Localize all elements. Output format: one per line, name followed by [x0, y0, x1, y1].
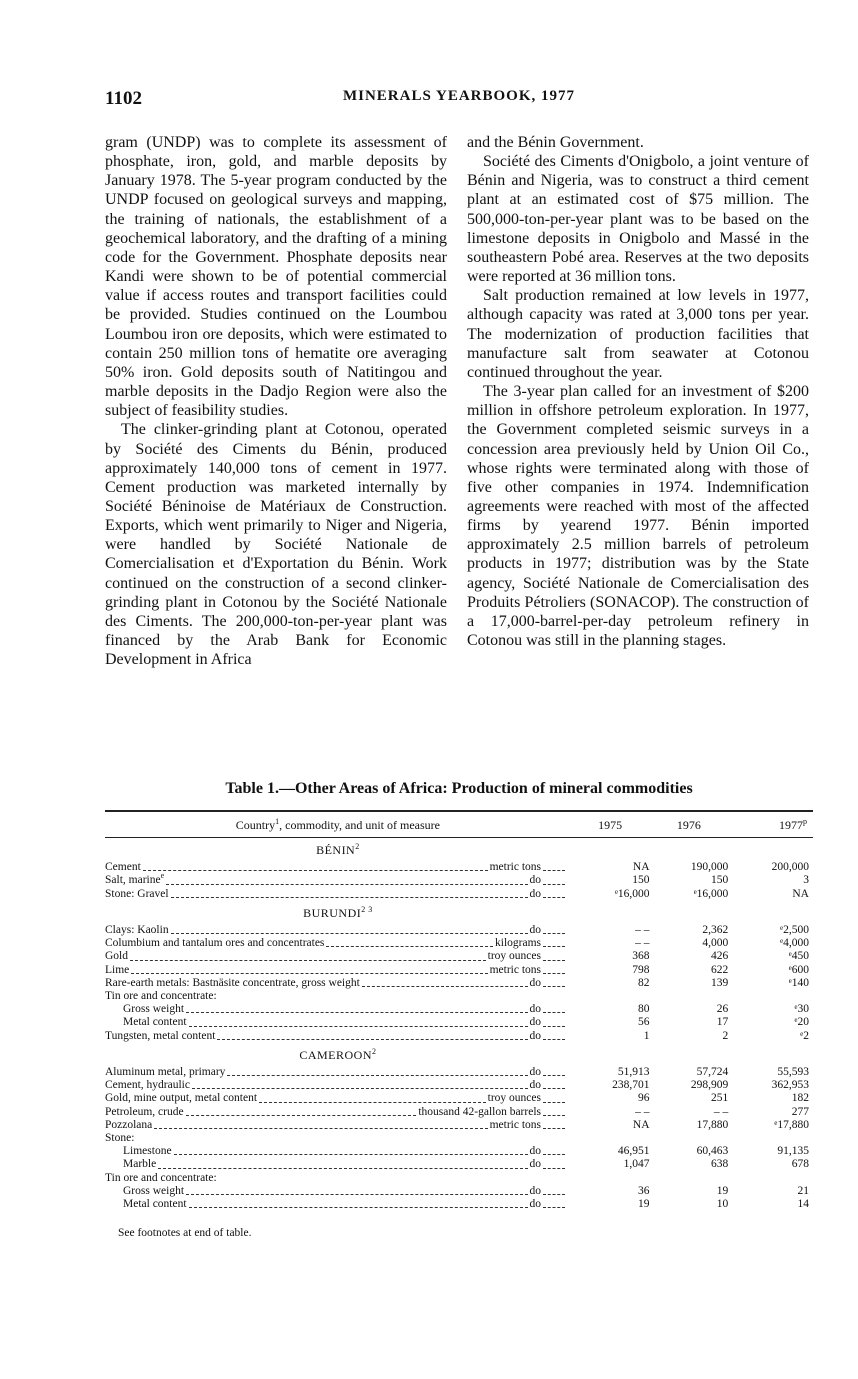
table-row: [105, 1030, 813, 1043]
value-cell: 2,362: [702, 924, 729, 937]
value-cell: [571, 990, 650, 1003]
commodity-cell: [105, 1185, 571, 1198]
value-cell: 51,913: [617, 1066, 650, 1079]
unit-label: do: [529, 1029, 541, 1042]
value-cell: 678: [791, 1158, 809, 1171]
commodity-label: Tin ore and concentrate:: [105, 990, 217, 1003]
unit-label: do: [529, 1198, 541, 1211]
value-cell: 298,909: [690, 1079, 729, 1092]
country-section-row: [105, 838, 813, 862]
commodity-cell: [105, 1092, 571, 1105]
commodity-cell: [105, 1003, 571, 1016]
value-cell: 3: [803, 874, 809, 887]
value-cell: [728, 1172, 813, 1185]
value-cell: 36: [638, 1184, 650, 1197]
table-row: [105, 888, 813, 901]
left-column: [105, 133, 447, 669]
table-row: [105, 1185, 813, 1198]
value-cell: 1: [643, 1029, 650, 1042]
commodity-label: Marble: [123, 1158, 157, 1171]
value-cell: 190,000: [690, 861, 729, 874]
country-section-row: [105, 1043, 813, 1066]
value-cell: [650, 1132, 729, 1145]
commodity-label: Metal content: [123, 1198, 187, 1211]
value-cell: – –: [713, 1105, 729, 1118]
value-cell: ᵉ140: [788, 976, 809, 989]
table-row: [105, 1003, 813, 1016]
page-header: [105, 88, 813, 112]
value-cell: – –: [635, 924, 650, 937]
value-cell: NA: [632, 861, 650, 874]
commodity-cell: [105, 1198, 571, 1211]
table-row: [105, 1079, 813, 1092]
value-cell: ᵉ4,000: [780, 937, 809, 950]
value-cell: 798: [632, 963, 650, 976]
commodity-cell: [105, 924, 571, 937]
unit-label: metric tons: [489, 861, 541, 874]
table-row: [105, 861, 813, 874]
commodity-label: Cement: [105, 861, 141, 874]
column-header-commodity: Country$^1$, commodity, and unit of measure: [105, 811, 571, 838]
value-cell: 638: [711, 1158, 729, 1171]
unit-label: do: [529, 1079, 541, 1092]
value-cell: ᵉ16,000: [614, 887, 650, 900]
table-row: [105, 977, 813, 990]
value-cell: [571, 1172, 650, 1185]
value-cell: 57,724: [696, 1066, 729, 1079]
commodity-label: Stone: Gravel: [105, 887, 169, 900]
paragraph: gram (UNDP) was to complete its assessment of phosphate, iron, gold, and marble deposits by January 1978. The 5-year program conducted by the UNDP focused on geological surveys and mapping, the training of nationals, the establishment of a geochemical laboratory, and the drafting of a mining code for the Government. Phosphate deposits near Kandi were shown to be of potential commercial value if access routes and transport facilities could be provided. Studies continued on the Loumbou Loumbou iron ore deposits, which were estimated to contain 250 million tons of hematite ore averaging 50% iron. Gold deposits south of Natitingou and marble deposits in the Dadjo Region were also the subject of feasibility studies.: [105, 134, 447, 420]
value-cell: 26: [716, 1003, 729, 1016]
table-row: [105, 1066, 813, 1079]
unit-label: kilograms: [495, 937, 541, 950]
value-cell: 19: [638, 1198, 650, 1211]
value-cell: 56: [638, 1016, 650, 1029]
value-cell: 200,000: [771, 861, 809, 874]
value-cell: 10: [716, 1198, 729, 1211]
value-cell: 80: [638, 1003, 650, 1016]
unit-label: do: [529, 887, 541, 900]
paragraph: The 3-year plan called for an investment of $200 million in offshore petroleum exploration. In 1977, the Government completed seismic surveys in a concession area previously held by Union Oil Co., whose rights were terminated along with those of five other companies in 1974. Indemnification agreements were reached with most of the affected firms by yearend 1977. Bénin imported approximately 2.5 million barrels of petroleum products in 1977; distribution was by the State agency, Société Nationale de Comercialisation des Produits Pétroliers (SONACOP). The construction of a 17,000-barrel-per-day petroleum refinery in Cotonou was still in the planning stages.: [467, 383, 809, 650]
value-cell: ᵉ450: [788, 950, 809, 963]
commodity-label: Lime: [105, 963, 130, 976]
unit-label: metric tons: [489, 963, 541, 976]
commodity-cell: [105, 1016, 571, 1029]
paragraph: and the Bénin Government.: [467, 134, 644, 151]
commodity-cell: [105, 1172, 571, 1185]
value-cell: 60,463: [696, 1145, 729, 1158]
table-row: [105, 924, 813, 937]
value-cell: 622: [711, 963, 729, 976]
commodity-cell: [105, 990, 571, 1003]
table-footnote: See footnotes at end of table.: [118, 1227, 252, 1239]
unit-label: do: [529, 924, 541, 937]
commodity-cell: [105, 861, 571, 874]
column-header-year: 1977$^p$: [728, 811, 813, 838]
value-cell: 277: [791, 1105, 809, 1118]
commodity-cell: [105, 1030, 571, 1043]
unit-label: do: [529, 1016, 541, 1029]
table-row: [105, 874, 813, 887]
value-cell: [650, 1172, 729, 1185]
value-cell: ᵉ16,000: [693, 887, 729, 900]
value-cell: ᵉ2: [800, 1029, 809, 1042]
unit-label: do: [529, 1145, 541, 1158]
table-title: Table 1.—Other Areas of Africa: Production of mineral commodities: [225, 780, 693, 797]
commodity-cell: [105, 977, 571, 990]
commodity-label: Gross weight: [123, 1003, 185, 1016]
paragraph: Salt production remained at low levels in 1977, although capacity was rated at 3,000 tons per year. The modernization of production facilities that manufacture salt from seawater at Cotonou continued throughout the year.: [467, 287, 809, 381]
commodity-cell: [105, 1066, 571, 1079]
commodity-label: Columbium and tantalum ores and concentrates: [105, 937, 325, 950]
table-row: [105, 1132, 813, 1145]
value-cell: ᵉ20: [794, 1016, 809, 1029]
column-header-year: 1976: [650, 811, 729, 838]
value-cell: ᵉ17,880: [774, 1118, 809, 1131]
commodity-cell: [105, 1079, 571, 1092]
production-table-container: [105, 810, 813, 1211]
unit-label: do: [529, 1003, 541, 1016]
table-row: [105, 1016, 813, 1029]
unit-label: troy ounces: [487, 1092, 541, 1105]
table-row: [105, 950, 813, 963]
commodity-label: Limestone: [123, 1145, 172, 1158]
commodity-label: Gross weight: [123, 1184, 185, 1197]
table-row: [105, 990, 813, 1003]
value-cell: NA: [792, 887, 809, 900]
value-cell: [728, 990, 813, 1003]
commodity-label: Pozzolana: [105, 1118, 153, 1131]
table-row: [105, 1158, 813, 1171]
unit-label: thousand 42-gallon barrels: [418, 1105, 541, 1118]
column-header-year: 1975: [571, 811, 650, 838]
table-row: [105, 1106, 813, 1119]
value-cell: 55,593: [777, 1066, 809, 1079]
value-cell: 426: [711, 950, 729, 963]
commodity-label: Rare-earth metals: Bastnäsite concentrate, gross weight: [105, 976, 360, 989]
value-cell: 139: [711, 976, 729, 989]
value-cell: ᵉ600: [788, 963, 809, 976]
commodity-label: Aluminum metal, primary: [105, 1066, 226, 1079]
value-cell: 96: [638, 1092, 650, 1105]
table-row: [105, 937, 813, 950]
country-name: CAMEROON$^2$: [299, 1046, 377, 1062]
commodity-cell: [105, 950, 571, 963]
country-name: BÉNIN$^2$: [316, 842, 360, 857]
paragraph: The clinker-grinding plant at Cotonou, operated by Société des Ciments du Bénin, produced approximately 140,000 tons of cement in 1977. Cement production was marketed internally by Société Béninoise de Matériaux de Construction. Exports, which went primarily to Niger and Nigeria, were handled by Société Nationale de Comercialisation et d'Exportation du Bénin. Work continued on the construction of a second clinker-grinding plant in Cotonou by the Société Nationale des Ciments. The 200,000-ton-per-year plant was financed by the Arab Bank for Economic Development in Africa: [105, 421, 447, 669]
commodity-label: Stone:: [105, 1132, 135, 1145]
value-cell: 14: [797, 1198, 809, 1211]
table-row: [105, 1092, 813, 1105]
commodity-label: Metal content: [123, 1016, 187, 1029]
table-body: [105, 838, 813, 1212]
value-cell: [571, 1132, 650, 1145]
commodity-label: Tungsten, metal content: [105, 1029, 216, 1042]
value-cell: 17,880: [696, 1118, 729, 1131]
value-cell: 1,047: [623, 1158, 650, 1171]
unit-label: do: [529, 976, 541, 989]
value-cell: 91,135: [777, 1145, 809, 1158]
table-row: [105, 964, 813, 977]
commodity-cell: [105, 937, 571, 950]
table-row: [105, 1119, 813, 1132]
value-cell: 150: [711, 874, 729, 887]
commodity-cell: [105, 871, 571, 887]
value-cell: 19: [716, 1184, 729, 1197]
unit-label: metric tons: [489, 1118, 541, 1131]
running-title: MINERALS YEARBOOK, 1977: [342, 88, 576, 104]
value-cell: 4,000: [702, 937, 729, 950]
value-cell: 82: [638, 976, 650, 989]
preliminary-marker: p: [803, 817, 807, 826]
value-cell: 362,953: [771, 1079, 809, 1092]
country-section-row: [105, 901, 813, 924]
commodity-cell: [105, 1145, 571, 1158]
commodity-cell: [105, 888, 571, 901]
table-row: [105, 1145, 813, 1158]
unit-label: do: [529, 1158, 541, 1171]
value-cell: ᵉ30: [794, 1003, 809, 1016]
value-cell: 21: [797, 1184, 809, 1197]
value-cell: – –: [635, 1105, 650, 1118]
commodity-label: Gold, mine output, metal content: [105, 1092, 258, 1105]
value-cell: 182: [791, 1092, 809, 1105]
commodity-label: Gold: [105, 950, 128, 963]
table-header-row: [105, 811, 813, 838]
value-cell: NA: [632, 1118, 650, 1131]
commodity-cell: [105, 1158, 571, 1171]
footnote-marker: 1: [275, 817, 280, 826]
commodity-label: Petroleum, crude: [105, 1105, 184, 1118]
commodity-label: Clays: Kaolin: [105, 924, 169, 937]
value-cell: [728, 1132, 813, 1145]
value-cell: 17: [716, 1016, 729, 1029]
commodity-cell: [105, 1106, 571, 1119]
value-cell: 46,951: [617, 1145, 650, 1158]
value-cell: – –: [635, 937, 650, 950]
table-row: [105, 1172, 813, 1185]
value-cell: 2: [722, 1029, 729, 1042]
value-cell: 238,701: [612, 1079, 650, 1092]
unit-label: do: [529, 1184, 541, 1197]
value-cell: 251: [711, 1092, 729, 1105]
commodity-cell: [105, 1132, 571, 1145]
commodity-label: Tin ore and concentrate:: [105, 1171, 217, 1184]
production-table: [105, 810, 813, 1211]
country-name: $BURUNDI^{2 3}$: [303, 904, 373, 920]
value-cell: ᵉ2,500: [780, 924, 809, 937]
paragraph: Société des Ciments d'Onigbolo, a joint venture of Bénin and Nigeria, was to construct a third cement plant at an estimated cost of $75 million. The 500,000-ton-per-year plant was to be based on the limestone deposits in Onigbolo and Massé in the southeastern Pobé area. Reserves at the two deposits were reported at 36 million tons.: [467, 153, 809, 286]
commodity-label: Cement, hydraulic: [105, 1079, 190, 1092]
value-cell: [650, 990, 729, 1003]
right-column: [467, 133, 809, 650]
commodity-cell: [105, 964, 571, 977]
unit-label: troy ounces: [487, 950, 541, 963]
page-number: 1102: [105, 88, 142, 109]
unit-label: do: [529, 874, 541, 887]
value-cell: 150: [632, 874, 650, 887]
table-row: [105, 1198, 813, 1211]
unit-label: do: [529, 1066, 541, 1079]
value-cell: 368: [632, 950, 650, 963]
commodity-label: Salt, marine$^e$: [105, 871, 165, 887]
commodity-cell: [105, 1119, 571, 1132]
